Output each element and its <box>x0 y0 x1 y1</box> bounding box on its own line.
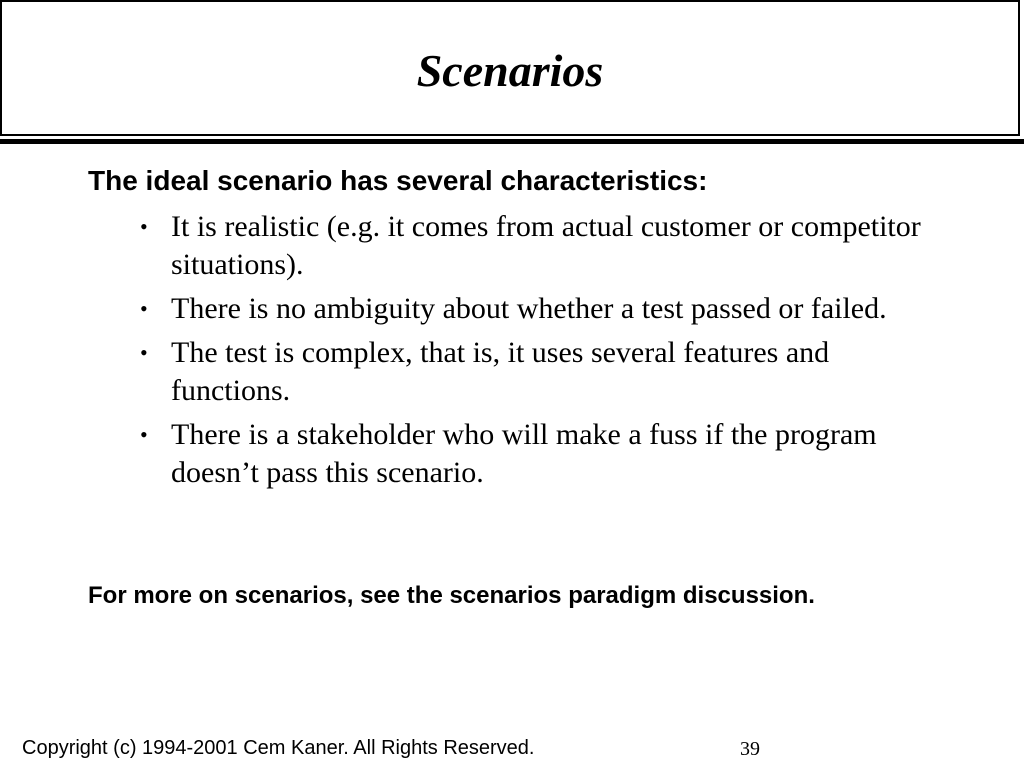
slide-title: Scenarios <box>416 45 604 96</box>
bullet-text: The test is complex, that is, it uses several features and functions. <box>171 336 830 407</box>
bullet-icon: • <box>140 296 148 321</box>
bullet-list <box>140 208 940 498</box>
reference-note: For more on scenarios, see the scenarios paradigm discussion. <box>88 582 815 609</box>
bullet-text: It is realistic (e.g. it comes from actual customer or competitor situations). <box>171 210 921 281</box>
bullet-icon: • <box>140 214 148 239</box>
bullet-text: There is no ambiguity about whether a test passed or failed. <box>171 292 887 325</box>
bullet-icon: • <box>140 340 148 365</box>
page-number: 39 <box>740 738 760 760</box>
bullet-item <box>140 290 940 328</box>
intro-heading: The ideal scenario has several characteristics: <box>88 165 708 196</box>
bullet-item <box>140 208 940 284</box>
bullet-item <box>140 416 940 492</box>
footer-copyright: Copyright (c) 1994-2001 Cem Kaner. All Rights Reserved. <box>22 737 535 759</box>
title-divider <box>0 139 1024 144</box>
bullet-item <box>140 334 940 410</box>
bullet-text: There is a stakeholder who will make a fuss if the program doesn’t pass this scenario. <box>171 418 877 489</box>
title-box <box>0 0 1020 136</box>
bullet-icon: • <box>140 422 148 447</box>
